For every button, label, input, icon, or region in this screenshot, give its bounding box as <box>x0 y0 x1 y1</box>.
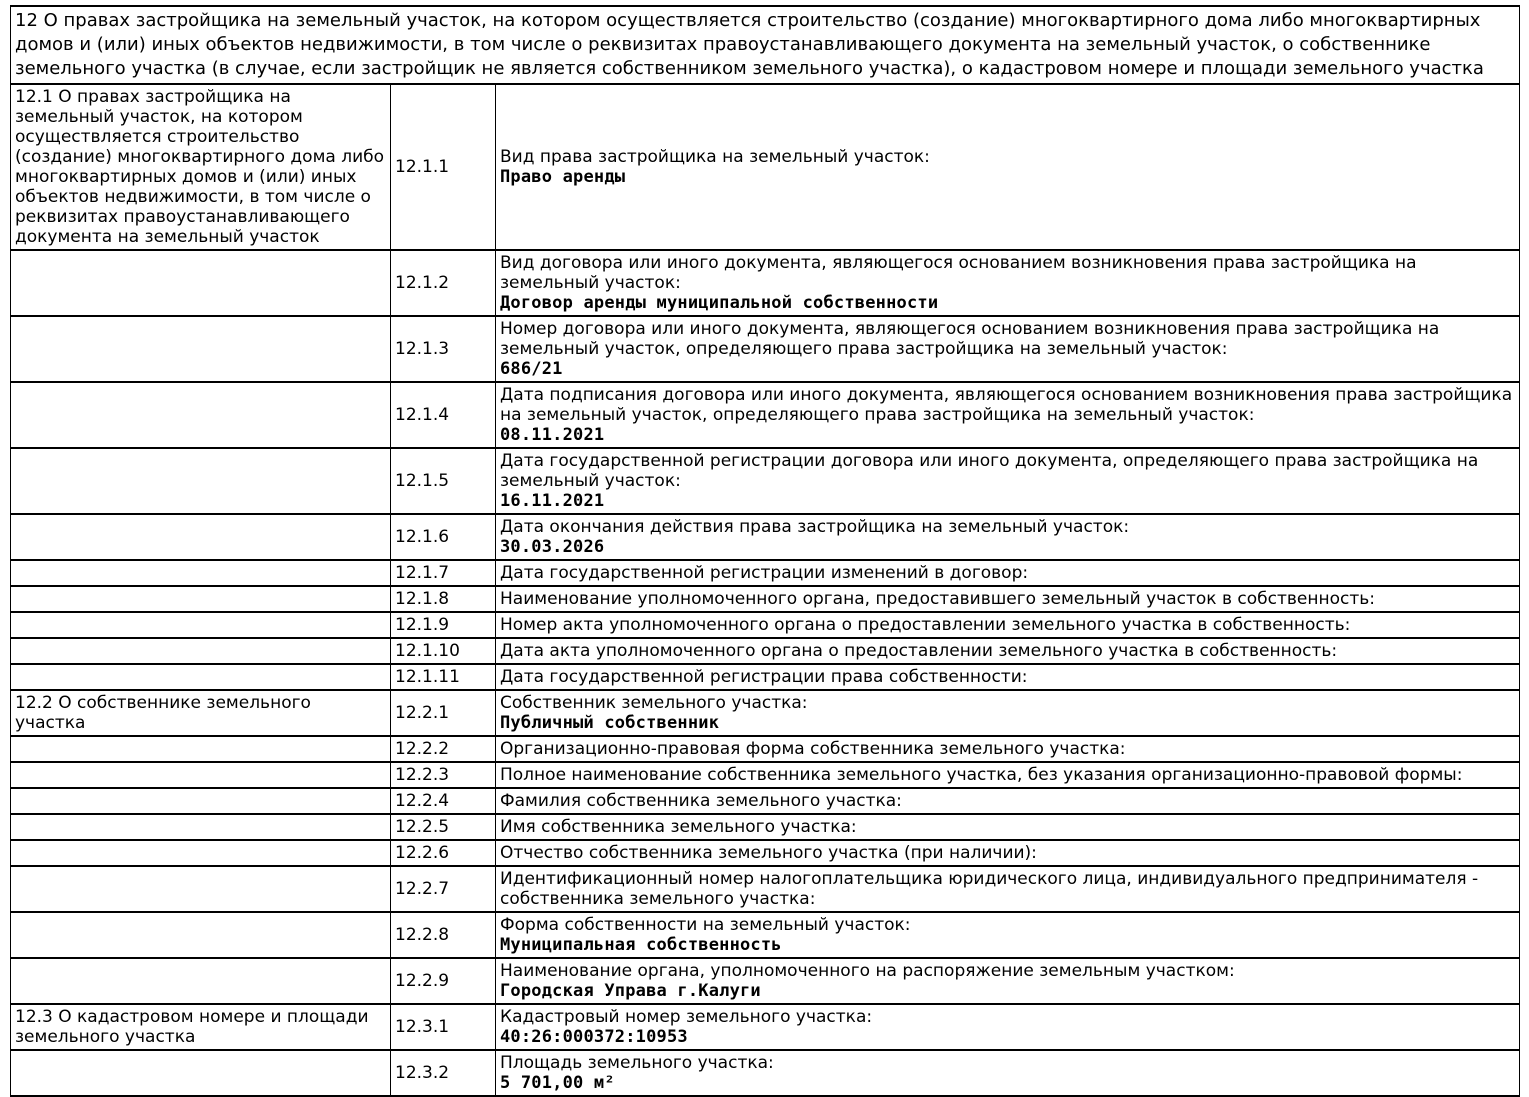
section-cell <box>11 586 391 612</box>
item-content-cell <box>496 638 1520 664</box>
section-12-header-row <box>11 6 1520 84</box>
item-content-cell <box>496 586 1520 612</box>
item-number-cell <box>391 814 496 840</box>
item-number-cell <box>391 514 496 560</box>
section-cell <box>11 840 391 866</box>
section-cell <box>11 762 391 788</box>
item-number: 12.2.4 <box>395 791 450 811</box>
item-number-cell <box>391 448 496 514</box>
item-number-cell <box>391 638 496 664</box>
item-label: Имя собственника земельного участка: <box>500 817 857 837</box>
item-number: 12.2.7 <box>395 879 450 899</box>
item-label: Наименование уполномоченного органа, предоставившего земельный участок в собственность: <box>500 589 1375 609</box>
item-number: 12.1.4 <box>395 405 450 425</box>
item-content-cell <box>496 736 1520 762</box>
item-number-cell <box>391 736 496 762</box>
item-number: 12.1.7 <box>395 563 450 583</box>
section-12-header: 12 О правах застройщика на земельный участок, на котором осуществляется строительство (создание) многоквартирного дома либо многоквартирных домов и (или) иных объектов недвижимости, в том числе о реквизитах правоустанавливающего документа на земельный участок, о собственнике земельного участка (в случае, если застройщик не является собственником земельного участка), о кадастровом номере и площади земельного участка <box>11 6 1520 84</box>
section-cell <box>11 1050 391 1096</box>
item-number: 12.1.9 <box>395 615 450 635</box>
item-number: 12.1.11 <box>395 667 460 687</box>
item-label: Дата акта уполномоченного органа о предоставлении земельного участка в собственность: <box>500 641 1338 661</box>
item-content-cell <box>496 840 1520 866</box>
item-value: Договор аренды муниципальной собственности <box>500 293 939 313</box>
section-cell <box>11 788 391 814</box>
item-content-cell <box>496 866 1520 912</box>
table-row <box>11 664 1520 690</box>
item-content-cell <box>496 690 1520 736</box>
item-content-cell <box>496 1004 1520 1050</box>
table-row <box>11 514 1520 560</box>
table-row <box>11 586 1520 612</box>
item-number-cell <box>391 1004 496 1050</box>
section-cell <box>11 514 391 560</box>
item-number: 12.1.2 <box>395 273 450 293</box>
table-row <box>11 382 1520 448</box>
table-row <box>11 788 1520 814</box>
item-content-cell <box>496 84 1520 250</box>
item-value: Публичный собственник <box>500 713 720 733</box>
item-label: Полное наименование собственника земельного участка, без указания организационно-правовой формы: <box>500 765 1463 785</box>
item-content-cell <box>496 1050 1520 1096</box>
item-value: 686/21 <box>500 359 563 379</box>
item-label: Дата подписания договора или иного документа, являющегося основанием возникновения права застройщика на земельный участок, определяющего права застройщика на земельный участок: <box>500 385 1513 425</box>
item-value: 40:26:000372:10953 <box>500 1027 688 1047</box>
item-label: Площадь земельного участка: <box>500 1053 774 1073</box>
item-value: 5 701,00 м² <box>500 1073 615 1093</box>
item-label: Фамилия собственника земельного участка: <box>500 791 902 811</box>
item-content-cell <box>496 664 1520 690</box>
section-cell <box>11 958 391 1004</box>
table-row <box>11 612 1520 638</box>
item-content-cell <box>496 958 1520 1004</box>
section-cell <box>11 560 391 586</box>
item-content-cell <box>496 250 1520 316</box>
item-number: 12.1.1 <box>395 157 450 177</box>
item-content-cell <box>496 912 1520 958</box>
item-number: 12.2.2 <box>395 739 450 759</box>
section-cell <box>11 448 391 514</box>
section-cell <box>11 814 391 840</box>
item-number: 12.1.3 <box>395 339 450 359</box>
section-cell <box>11 736 391 762</box>
item-label: Вид права застройщика на земельный участок: <box>500 147 930 167</box>
section-cell <box>11 912 391 958</box>
table-row <box>11 250 1520 316</box>
item-label: Дата государственной регистрации изменений в договор: <box>500 563 1029 583</box>
item-label: Идентификационный номер налогоплательщика юридического лица, индивидуального предпринимателя - собственника земельного участка: <box>500 869 1479 909</box>
table-row <box>11 1004 1520 1050</box>
item-content-cell <box>496 814 1520 840</box>
item-content-cell <box>496 762 1520 788</box>
section-label: 12.3 О кадастровом номере и площади земельного участка <box>15 1007 369 1047</box>
item-label: Вид договора или иного документа, являющегося основанием возникновения права застройщика на земельный участок: <box>500 253 1417 293</box>
item-value: Право аренды <box>500 167 626 187</box>
section-cell <box>11 250 391 316</box>
item-label: Дата государственной регистрации права собственности: <box>500 667 1028 687</box>
item-content-cell <box>496 560 1520 586</box>
item-label: Отчество собственника земельного участка (при наличии): <box>500 843 1037 863</box>
section-cell <box>11 612 391 638</box>
table-row <box>11 690 1520 736</box>
item-content-cell <box>496 788 1520 814</box>
declaration-table-body <box>11 6 1520 1096</box>
item-label: Дата окончания действия права застройщика на земельный участок: <box>500 517 1130 537</box>
item-number: 12.1.10 <box>395 641 460 661</box>
item-number: 12.3.2 <box>395 1063 450 1083</box>
item-number: 12.2.8 <box>395 925 450 945</box>
table-row <box>11 840 1520 866</box>
item-number-cell <box>391 586 496 612</box>
item-label: Собственник земельного участка: <box>500 693 808 713</box>
section-cell <box>11 866 391 912</box>
table-row <box>11 638 1520 664</box>
item-value: 30.03.2026 <box>500 537 605 557</box>
table-row <box>11 84 1520 250</box>
item-content-cell <box>496 382 1520 448</box>
item-label: Организационно-правовая форма собственника земельного участка: <box>500 739 1126 759</box>
item-number: 12.2.5 <box>395 817 450 837</box>
item-number-cell <box>391 958 496 1004</box>
table-row <box>11 316 1520 382</box>
item-number: 12.2.6 <box>395 843 450 863</box>
item-number-cell <box>391 1050 496 1096</box>
item-number-cell <box>391 612 496 638</box>
item-number-cell <box>391 788 496 814</box>
section-cell <box>11 1004 391 1050</box>
section-cell <box>11 316 391 382</box>
item-number-cell <box>391 250 496 316</box>
item-value: 08.11.2021 <box>500 425 605 445</box>
item-number-cell <box>391 560 496 586</box>
item-label: Кадастровый номер земельного участка: <box>500 1007 873 1027</box>
item-number-cell <box>391 316 496 382</box>
item-label: Наименование органа, уполномоченного на распоряжение земельным участком: <box>500 961 1235 981</box>
section-cell <box>11 690 391 736</box>
table-row <box>11 814 1520 840</box>
table-row <box>11 762 1520 788</box>
table-row <box>11 912 1520 958</box>
item-number: 12.3.1 <box>395 1017 450 1037</box>
item-number: 12.2.1 <box>395 703 450 723</box>
item-number: 12.1.8 <box>395 589 450 609</box>
section-cell <box>11 382 391 448</box>
table-row <box>11 560 1520 586</box>
item-label: Номер договора или иного документа, являющегося основанием возникновения права застройщика на земельный участок, определяющего права застройщика на земельный участок: <box>500 319 1440 359</box>
item-content-cell <box>496 612 1520 638</box>
item-content-cell <box>496 514 1520 560</box>
item-number-cell <box>391 84 496 250</box>
item-label: Форма собственности на земельный участок: <box>500 915 911 935</box>
section-cell <box>11 84 391 250</box>
item-number-cell <box>391 840 496 866</box>
item-number: 12.1.6 <box>395 527 450 547</box>
item-number: 12.2.9 <box>395 971 450 991</box>
item-number: 12.1.5 <box>395 471 450 491</box>
table-row <box>11 736 1520 762</box>
item-content-cell <box>496 316 1520 382</box>
section-cell <box>11 664 391 690</box>
item-value: Муниципальная собственность <box>500 935 782 955</box>
item-number-cell <box>391 664 496 690</box>
table-row <box>11 866 1520 912</box>
table-row <box>11 958 1520 1004</box>
item-label: Номер акта уполномоченного органа о предоставлении земельного участка в собственность: <box>500 615 1351 635</box>
item-number-cell <box>391 382 496 448</box>
item-number-cell <box>391 866 496 912</box>
item-number-cell <box>391 912 496 958</box>
section-label: 12.2 О собственнике земельного участка <box>15 693 311 733</box>
section-label: 12.1 О правах застройщика на земельный участок, на котором осуществляется строительство (создание) многоквартирного дома либо многоквартирных домов и (или) иных объектов недвижимости, в том числе о реквизитах правоустанавливающего документа на земельный участок <box>15 87 385 247</box>
item-value: 16.11.2021 <box>500 491 605 511</box>
section-cell <box>11 638 391 664</box>
declaration-table <box>10 5 1520 1097</box>
item-label: Дата государственной регистрации договора или иного документа, определяющего права застройщика на земельный участок: <box>500 451 1479 491</box>
item-number: 12.2.3 <box>395 765 450 785</box>
item-value: Городская Управа г.Калуги <box>500 981 761 1001</box>
table-row <box>11 448 1520 514</box>
item-number-cell <box>391 762 496 788</box>
table-row <box>11 1050 1520 1096</box>
item-content-cell <box>496 448 1520 514</box>
item-number-cell <box>391 690 496 736</box>
